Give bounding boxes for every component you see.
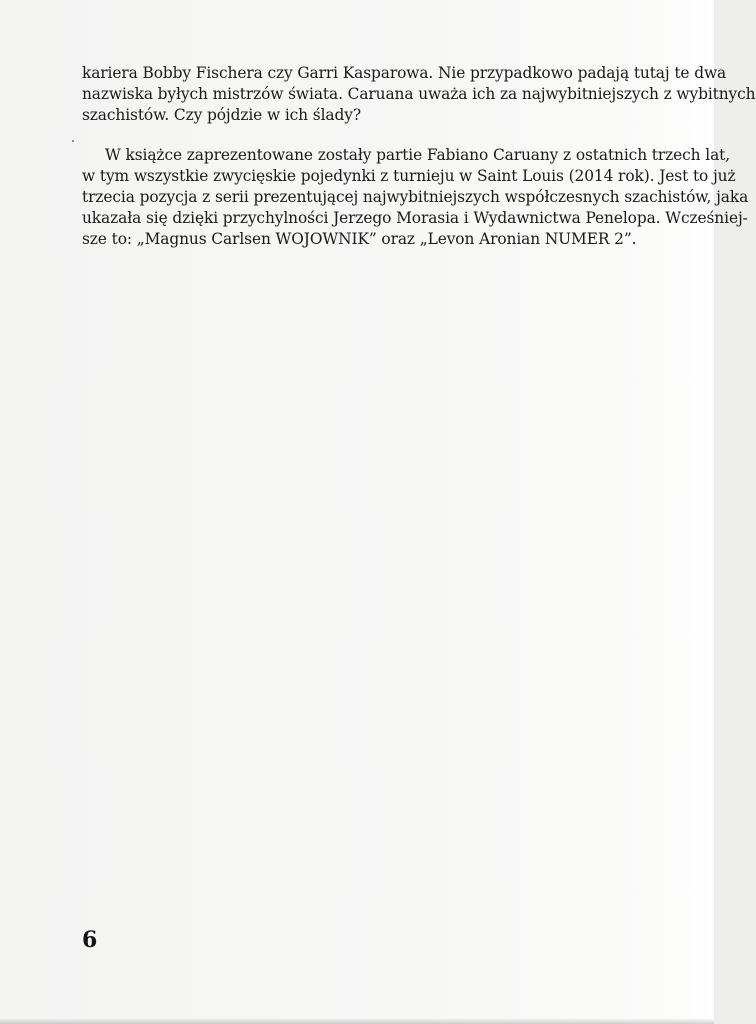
paper-speck [72, 140, 74, 142]
paragraph-2-line-5: sze to: „Magnus Carlsen WOJOWNIK” oraz „Levon Aronian NUMER 2”. [82, 230, 637, 248]
paragraph-1-line-2: nazwiska byłych mistrzów świata. Caruana uważa ich za najwybitniejszych z wybitnych [82, 85, 756, 103]
paragraph-2-line-2: w tym wszystkie zwycięskie pojedynki z turnieju w Saint Louis (2014 rok). Jest to już [82, 167, 736, 185]
paragraph-2 [82, 145, 749, 250]
page-edge-shadow [0, 1018, 714, 1024]
paragraph-2-line-4: ukazała się dzięki przychylności Jerzego Morasia i Wydawnictwa Penelopa. Wcześniej- [82, 209, 748, 227]
paragraph-1 [82, 63, 756, 126]
paragraph-1-line-3: szachistów. Czy pójdzie w ich ślady? [82, 106, 361, 124]
paragraph-1-line-1: kariera Bobby Fischera czy Garri Kasparowa. Nie przypadkowo padają tutaj te dwa [82, 64, 727, 82]
page-number: 6 [82, 927, 98, 953]
paragraph-2-line-3: trzecia pozycja z serii prezentującej najwybitniejszych współczesnych szachistów, jaka [82, 188, 749, 206]
paragraph-2-line-1: W książce zaprezentowane zostały partie Fabiano Caruany z ostatnich trzech lat, [105, 146, 731, 164]
